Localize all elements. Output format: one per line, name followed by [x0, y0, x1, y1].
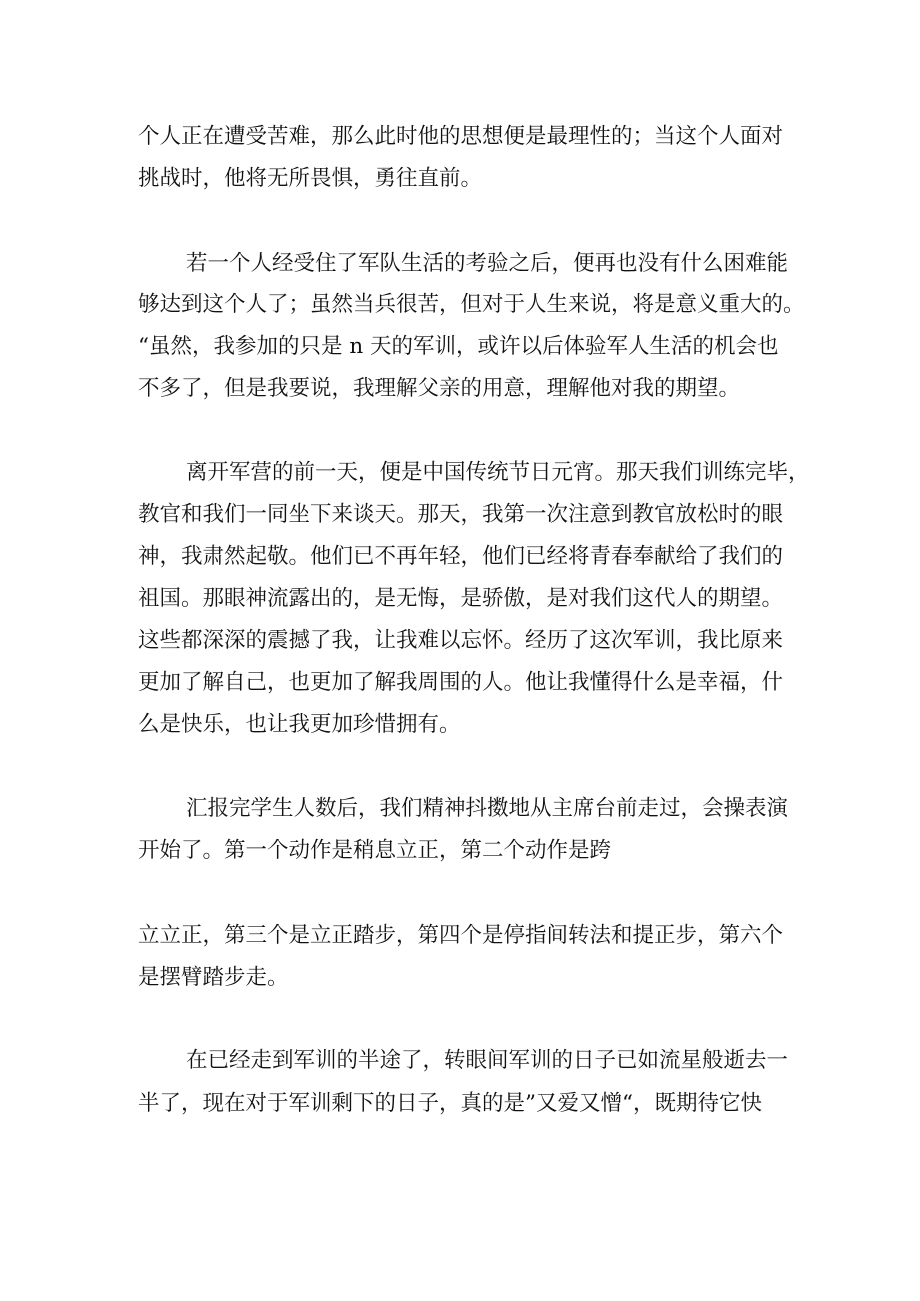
paragraph-1-line-2: 挑战时，他将无所畏惧，勇往直前。	[138, 166, 483, 191]
paragraph-4-line-1: 汇报完学生人数后，我们精神抖擞地从主席台前走过，会操表演	[186, 796, 789, 821]
paragraph-6-line-2: 半了，现在对于军训剩下的日子，真的是”又爱又憎“，既期待它快	[138, 1091, 762, 1116]
paragraph-3-line-6: 更加了解自己，也更加了解我周围的人。他让我懂得什么是幸福，什	[138, 670, 784, 695]
paragraph-3-line-4: 祖国。那眼神流露出的，是无悔，是骄傲，是对我们这代人的期望。	[138, 586, 784, 611]
paragraph-3-line-1: 离开军营的前一天，便是中国传统节日元宵。那天我们训练完毕，	[186, 460, 810, 485]
paragraph-3-line-2: 教官和我们一同坐下来谈天。那天，我第一次注意到教官放松时的眼	[138, 502, 784, 527]
paragraph-2-line-3: “虽然，我参加的只是 n 天的军训，或许以后体验军人生活的机会也	[138, 334, 779, 359]
paragraph-5-line-1: 立立正，第三个是立正踏步，第四个是停指间转法和提正步，第六个	[138, 923, 784, 948]
paragraph-2-line-2: 够达到这个人了；虽然当兵很苦，但对于人生来说，将是意义重大的。	[138, 292, 805, 317]
paragraph-3-line-3: 神，我肃然起敬。他们已不再年轻，他们已经将青春奉献给了我们的	[138, 544, 784, 569]
paragraph-6-line-1: 在已经走到军训的半途了，转眼间军训的日子已如流星般逝去一	[186, 1048, 789, 1073]
paragraph-3-line-7: 么是快乐，也让我更加珍惜拥有。	[138, 712, 461, 737]
paragraph-3-line-5: 这些都深深的震撼了我，让我难以忘怀。经历了这次军训，我比原来	[138, 628, 784, 653]
paragraph-2-line-1: 若一个人经受住了军队生活的考验之后，便再也没有什么困难能	[186, 251, 789, 276]
paragraph-1-line-1: 个人正在遭受苦难，那么此时他的思想便是最理性的；当这个人面对	[138, 124, 784, 149]
paragraph-2-line-4: 不多了，但是我要说，我理解父亲的用意，理解他对我的期望。	[138, 376, 741, 401]
paragraph-4-line-2: 开始了。第一个动作是稍息立正，第二个动作是跨	[138, 838, 612, 863]
paragraph-5-line-2: 是摆臂踏步走。	[138, 965, 289, 990]
